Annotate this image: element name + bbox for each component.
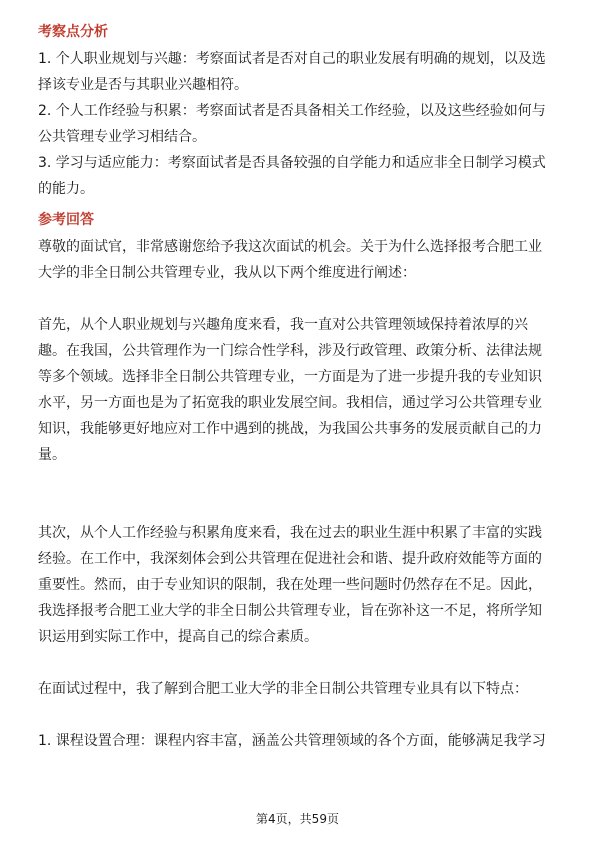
paragraph-gap [38,702,558,728]
analysis-list [38,46,558,202]
text-line: 公共管理专业学习相结合。 [38,129,206,145]
document-body [38,22,558,754]
paragraph-gap [38,650,558,676]
text-line: 在面试过程中，我了解到合肥工业大学的非全日制公共管理专业具有以下特点： [38,681,528,697]
text-line: 经验。在工作中，我深刻体会到公共管理在促进社会和谐、提升政府效能等方面的 [38,551,542,567]
text-line: 趣。在我国，公共管理作为一门综合性学科，涉及行政管理、政策分析、法律法规 [38,343,542,359]
text-line: 水平，另一方面也是为了拓宽我的职业发展空间。我相信，通过学习公共管理专业 [38,395,542,411]
text-line: 我选择报考合肥工业大学的非全日制公共管理专业，旨在弥补这一不足，将所学知 [38,603,542,619]
answer-intro [38,234,558,286]
text-line: 1. 个人职业规划与兴趣：考察面试者是否对自己的职业发展有明确的规划，以及选 [38,51,546,67]
answer-paragraph-4 [38,728,558,754]
page-number: 第4页，共59页 [256,812,339,826]
text-line: 知识，我能够更好地应对工作中遇到的挑战，为我国公共事务的发展贡献自己的力 [38,421,542,437]
answer-paragraph-1 [38,312,558,468]
section-title-analysis: 考察点分析 [38,24,108,40]
text-line: 1. 课程设置合理：课程内容丰富，涵盖公共管理领域的各个方面，能够满足我学习 [38,733,546,749]
text-line: 量。 [38,447,66,463]
text-line: 首先，从个人职业规划与兴趣角度来看，我一直对公共管理领域保持着浓厚的兴 [38,317,528,333]
text-line: 等多个领域。选择非全日制公共管理专业，一方面是为了进一步提升我的专业知识 [38,369,542,385]
text-line: 其次，从个人工作经验与积累角度来看，我在过去的职业生涯中积累了丰富的实践 [38,525,542,541]
text-line: 重要性。然而，由于专业知识的限制，我在处理一些问题时仍然存在不足。因此， [38,577,542,593]
text-line: 的能力。 [38,181,94,197]
text-line: 择该专业是否与其职业兴趣相符。 [38,77,248,93]
paragraph-gap [38,468,558,494]
text-line: 大学的非全日制公共管理专业，我从以下两个维度进行阐述： [38,265,416,281]
section-title-answer: 参考回答 [38,212,94,228]
paragraph-gap [38,286,558,312]
text-line: 尊敬的面试官，非常感谢您给予我这次面试的机会。关于为什么选择报考合肥工业 [38,239,542,255]
text-line: 识运用到实际工作中，提高自己的综合素质。 [38,629,318,645]
text-line: 3. 学习与适应能力：考察面试者是否具备较强的自学能力和适应非全日制学习模式 [38,155,546,171]
paragraph-gap [38,494,558,520]
text-line: 2. 个人工作经验与积累：考察面试者是否具备相关工作经验，以及这些经验如何与 [38,103,546,119]
answer-paragraph-2 [38,520,558,650]
answer-paragraph-3 [38,676,558,702]
